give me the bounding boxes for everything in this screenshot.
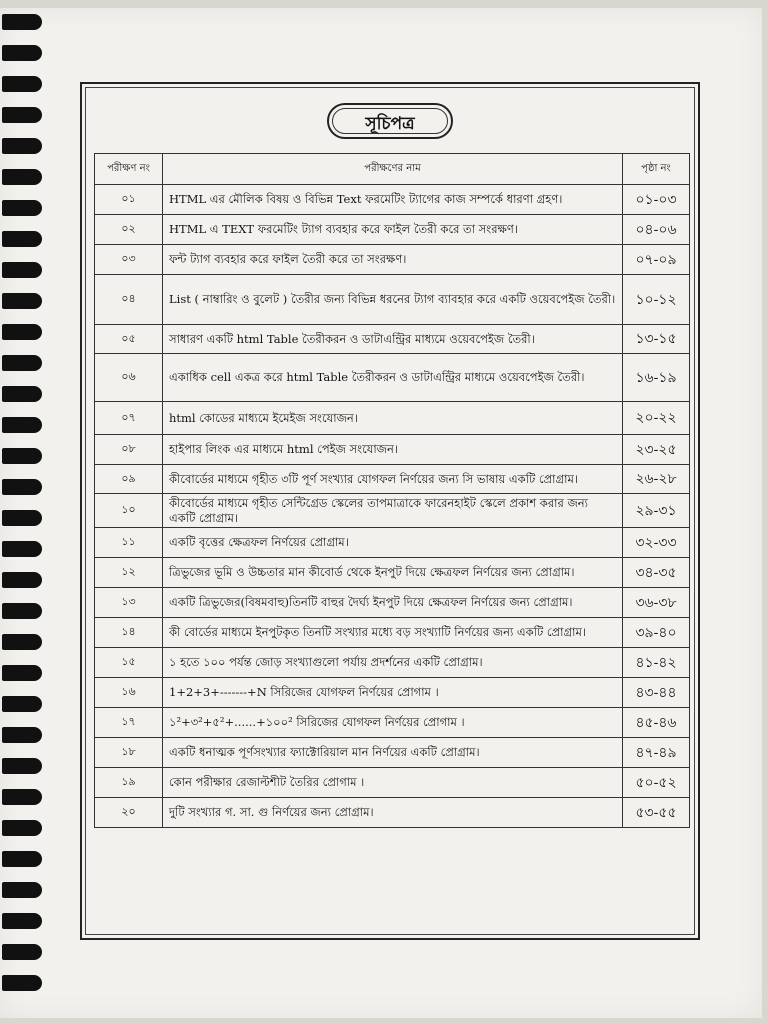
experiment-name: হাইপার লিংক এর মাধ্যমে html পেইজ সংযোজন। bbox=[163, 435, 623, 465]
experiment-name: কোন পরীক্ষার রেজাল্টশীট তৈরির প্রোগাম । bbox=[163, 768, 623, 798]
experiment-name: কীবোর্ডের মাধ্যমে গৃহীত সেন্টিগ্রেড স্কেলের তাপমাত্রাকে ফারেনহাইট স্কেলে প্রকাশ করার জন্য একটি প্রোগ্রাম। bbox=[163, 494, 623, 528]
binding-ring bbox=[2, 76, 42, 92]
binding-ring bbox=[2, 355, 42, 371]
experiment-number: ১৯ bbox=[95, 768, 163, 798]
binding-ring bbox=[2, 820, 42, 836]
page-range: ৪৫-৪৬ bbox=[623, 708, 690, 738]
table-row bbox=[95, 708, 690, 738]
experiment-number: ১৬ bbox=[95, 678, 163, 708]
experiment-number: ০৫ bbox=[95, 325, 163, 354]
experiment-number: ০৯ bbox=[95, 465, 163, 494]
table-header-row bbox=[95, 154, 690, 185]
page-range: ১৬-১৯ bbox=[623, 354, 690, 402]
experiment-number: ১৩ bbox=[95, 588, 163, 618]
page-range: ০১-০৩ bbox=[623, 185, 690, 215]
page-range: ৪৭-৪৯ bbox=[623, 738, 690, 768]
page-range: ৩৪-৩৫ bbox=[623, 558, 690, 588]
table-row bbox=[95, 402, 690, 435]
binding-ring bbox=[2, 603, 42, 619]
column-header-no: পরীক্ষণ নং bbox=[95, 154, 163, 185]
experiment-number: ২০ bbox=[95, 798, 163, 828]
title-badge bbox=[327, 103, 453, 139]
page-range: ২৯-৩১ bbox=[623, 494, 690, 528]
page-title: সূচিপত্র bbox=[365, 114, 415, 134]
experiment-number: ১৭ bbox=[95, 708, 163, 738]
binding-ring bbox=[2, 882, 42, 898]
experiment-number: ০২ bbox=[95, 215, 163, 245]
table-row bbox=[95, 245, 690, 275]
experiment-name: HTML এ TEXT ফরমেটিং ট্যাগ ব্যবহার করে ফাইল তৈরী করে তা সংরক্ষণ। bbox=[163, 215, 623, 245]
binding-ring bbox=[2, 448, 42, 464]
page-range: ৪১-৪২ bbox=[623, 648, 690, 678]
experiment-name: ১²+৩²+৫²+......+১০০² সিরিজের যোগফল নির্ণয়ের প্রোগাম । bbox=[163, 708, 623, 738]
binding-ring bbox=[2, 262, 42, 278]
table-row bbox=[95, 678, 690, 708]
page-range: ২০-২২ bbox=[623, 402, 690, 435]
table-row bbox=[95, 738, 690, 768]
page-range: ০৭-০৯ bbox=[623, 245, 690, 275]
experiment-number: ১২ bbox=[95, 558, 163, 588]
experiment-number: ১৫ bbox=[95, 648, 163, 678]
binding-ring bbox=[2, 851, 42, 867]
experiment-name: একটি ত্রিভুজের(বিষমবাহু)তিনটি বাহুর দৈর্ঘ্য ইনপুট দিয়ে ক্ষেত্রফল নির্ণয়ের জন্য প্রোগ্রাম। bbox=[163, 588, 623, 618]
column-header-page: পৃষ্ঠা নং bbox=[623, 154, 690, 185]
binding-ring bbox=[2, 386, 42, 402]
page-range: ৫৩-৫৫ bbox=[623, 798, 690, 828]
page-range: ১০-১২ bbox=[623, 275, 690, 325]
spiral-binding bbox=[0, 0, 44, 1024]
experiment-name: 1+2+3+-------+N সিরিজের যোগফল নির্ণয়ের প্রোগাম । bbox=[163, 678, 623, 708]
page-range: ৩২-৩৩ bbox=[623, 528, 690, 558]
binding-ring bbox=[2, 479, 42, 495]
binding-ring bbox=[2, 541, 42, 557]
experiment-name: কীবোর্ডের মাধ্যমে গৃহীত ৩টি পূর্ণ সংখ্যার যোগফল নির্ণয়ের জন্য সি ভাষায় একটি প্রোগ্রাম। bbox=[163, 465, 623, 494]
experiment-number: ০৭ bbox=[95, 402, 163, 435]
experiment-name: একটি ধনাত্মক পূর্ণসংখ্যার ফ্যাক্টোরিয়াল মান নির্ণয়ের একটি প্রোগ্রাম। bbox=[163, 738, 623, 768]
experiment-number: ০৮ bbox=[95, 435, 163, 465]
binding-ring bbox=[2, 169, 42, 185]
page-range: ১৩-১৫ bbox=[623, 325, 690, 354]
page-range: ৩৯-৪০ bbox=[623, 618, 690, 648]
experiment-name: ১ হতে ১০০ পর্যন্ত জোড় সংখ্যাগুলো পর্যায় প্রদর্শনের একটি প্রোগ্রাম। bbox=[163, 648, 623, 678]
page-range: ৪৩-৪৪ bbox=[623, 678, 690, 708]
experiment-number: ০৪ bbox=[95, 275, 163, 325]
experiment-name: কী বোর্ডের মাধ্যমে ইনপুটকৃত তিনটি সংখ্যার মধ্যে বড় সংখ্যাটি নির্ণয়ের জন্য একটি প্রোগ্রাম। bbox=[163, 618, 623, 648]
binding-ring bbox=[2, 913, 42, 929]
table-row bbox=[95, 435, 690, 465]
experiment-number: ১৪ bbox=[95, 618, 163, 648]
page-range: ৩৬-৩৮ bbox=[623, 588, 690, 618]
binding-ring bbox=[2, 324, 42, 340]
binding-ring bbox=[2, 138, 42, 154]
table-row bbox=[95, 588, 690, 618]
table-row bbox=[95, 618, 690, 648]
binding-ring bbox=[2, 572, 42, 588]
table-row bbox=[95, 354, 690, 402]
binding-ring bbox=[2, 758, 42, 774]
index-table bbox=[94, 153, 690, 828]
table-row bbox=[95, 215, 690, 245]
table-row bbox=[95, 558, 690, 588]
binding-ring bbox=[2, 107, 42, 123]
experiment-name: একাধিক cell একত্র করে html Table তৈরীকরন ও ডাটাএন্ট্রির মাধ্যমে ওয়েবপেইজ তৈরী। bbox=[163, 354, 623, 402]
binding-ring bbox=[2, 417, 42, 433]
experiment-number: ০৬ bbox=[95, 354, 163, 402]
experiment-name: List ( নাম্বারিং ও বুলেট ) তৈরীর জন্য বিভিন্ন ধরনের ট্যাগ ব্যাবহার করে একটি ওয়েবপেইজ তৈরী। bbox=[163, 275, 623, 325]
experiment-name: সাধারণ একটি html Table তৈরীকরন ও ডাটাএন্ট্রির মাধ্যমে ওয়েবপেইজ তৈরী। bbox=[163, 325, 623, 354]
binding-ring bbox=[2, 45, 42, 61]
experiment-name: HTML এর মৌলিক বিষয় ও বিভিন্ন Text ফরমেটিং ট্যাগের কাজ সম্পর্কে ধারণা গ্রহণ। bbox=[163, 185, 623, 215]
table-row bbox=[95, 185, 690, 215]
binding-ring bbox=[2, 696, 42, 712]
binding-ring bbox=[2, 975, 42, 991]
column-header-name: পরীক্ষণের নাম bbox=[163, 154, 623, 185]
binding-ring bbox=[2, 200, 42, 216]
binding-ring bbox=[2, 944, 42, 960]
table-row bbox=[95, 648, 690, 678]
page-range: ৫০-৫২ bbox=[623, 768, 690, 798]
experiment-name: ফন্ট ট্যাগ ব্যবহার করে ফাইল তৈরী করে তা সংরক্ষণ। bbox=[163, 245, 623, 275]
experiment-number: ০৩ bbox=[95, 245, 163, 275]
binding-ring bbox=[2, 510, 42, 526]
page-range: ২৬-২৮ bbox=[623, 465, 690, 494]
binding-ring bbox=[2, 789, 42, 805]
page-range: ২৩-২৫ bbox=[623, 435, 690, 465]
experiment-name: দুটি সংখ্যার গ. সা. গু নির্ণয়ের জন্য প্রোগ্রাম। bbox=[163, 798, 623, 828]
experiment-number: ১১ bbox=[95, 528, 163, 558]
table-row bbox=[95, 798, 690, 828]
table-row bbox=[95, 325, 690, 354]
binding-ring bbox=[2, 727, 42, 743]
table-row bbox=[95, 494, 690, 528]
table-row bbox=[95, 275, 690, 325]
experiment-name: html কোডের মাধ্যমে ইমেইজ সংযোজন। bbox=[163, 402, 623, 435]
experiment-number: ১৮ bbox=[95, 738, 163, 768]
binding-ring bbox=[2, 14, 42, 30]
binding-ring bbox=[2, 665, 42, 681]
experiment-name: একটি বৃত্তের ক্ষেত্রফল নির্ণয়ের প্রোগ্রাম। bbox=[163, 528, 623, 558]
experiment-number: ১০ bbox=[95, 494, 163, 528]
table-row bbox=[95, 768, 690, 798]
experiment-name: ত্রিভুজের ভূমি ও উচ্চতার মান কীবোর্ড থেকে ইনপুট দিয়ে ক্ষেত্রফল নির্ণয়ের জন্য প্রোগ্রাম। bbox=[163, 558, 623, 588]
page-range: ০৪-০৬ bbox=[623, 215, 690, 245]
table-row bbox=[95, 465, 690, 494]
binding-ring bbox=[2, 231, 42, 247]
experiment-number: ০১ bbox=[95, 185, 163, 215]
table-row bbox=[95, 528, 690, 558]
binding-ring bbox=[2, 634, 42, 650]
binding-ring bbox=[2, 293, 42, 309]
